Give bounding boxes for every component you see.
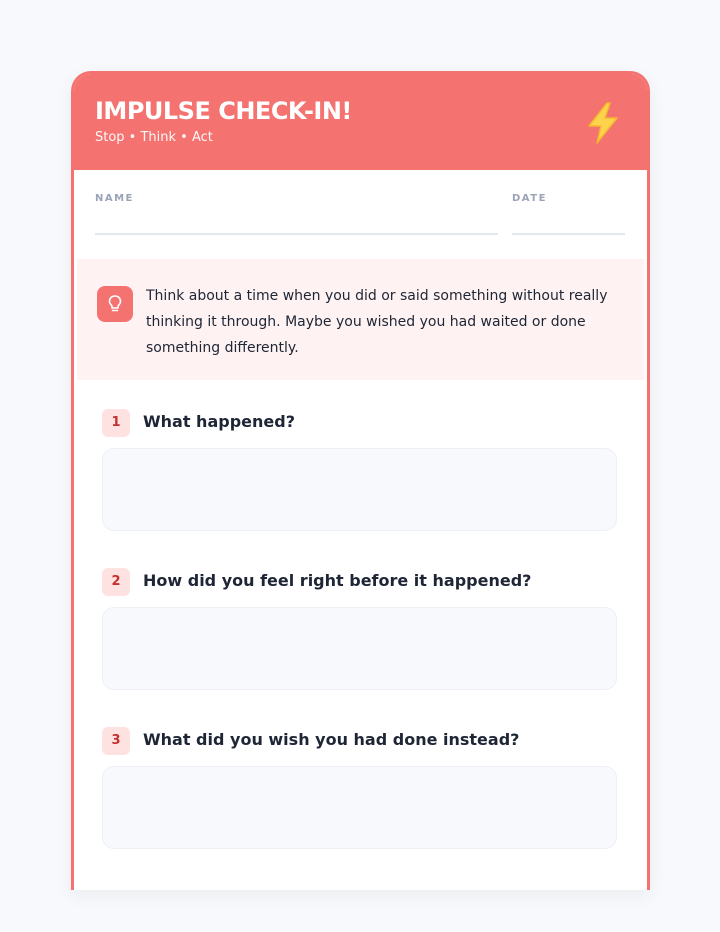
question-number-badge: 2 — [102, 568, 130, 596]
date-label: DATE — [512, 193, 547, 204]
answer-box-2[interactable] — [102, 607, 617, 690]
lightbulb-icon — [97, 286, 133, 322]
worksheet-title: IMPULSE CHECK-IN! — [95, 97, 352, 125]
name-field[interactable] — [95, 233, 498, 235]
name-date-fields — [74, 170, 647, 259]
lightning-bolt-icon — [583, 101, 623, 145]
question-label: What did you wish you had done instead? — [143, 730, 520, 749]
answer-box-1[interactable] — [102, 448, 617, 531]
worksheet-header — [74, 74, 647, 170]
question-number-badge: 3 — [102, 727, 130, 755]
worksheet-subtitle: Stop • Think • Act — [95, 130, 213, 145]
name-label: NAME — [95, 193, 134, 204]
intro-text: Think about a time when you did or said something without really thinking it through. Maybe you wished you had waited or done something differently. — [146, 288, 608, 356]
date-field[interactable] — [512, 233, 625, 235]
intro-prompt — [77, 259, 644, 380]
question-number-badge: 1 — [102, 409, 130, 437]
answer-box-3[interactable] — [102, 766, 617, 849]
question-label: How did you feel right before it happened? — [143, 571, 532, 590]
question-label: What happened? — [143, 412, 295, 431]
worksheet-card — [71, 71, 650, 890]
